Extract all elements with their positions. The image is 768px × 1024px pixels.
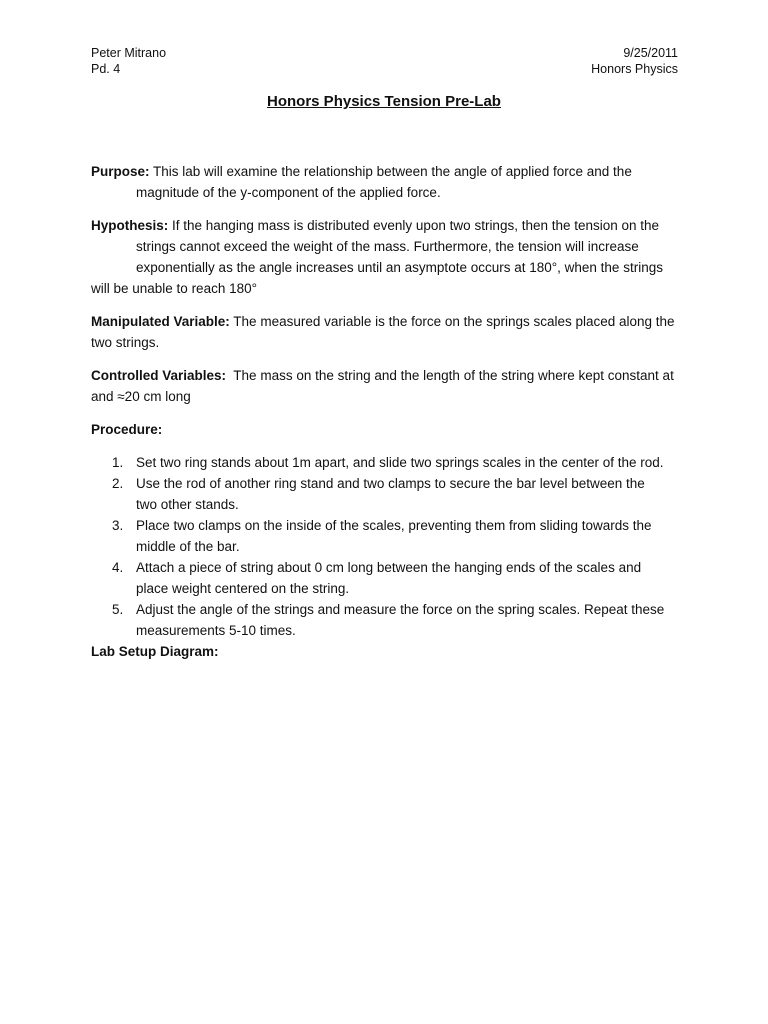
manipulated-variable-section: [91, 311, 685, 353]
document-body: [91, 161, 685, 662]
step-number: 4.: [112, 560, 124, 575]
step-text-continued: measurements 5-10 times.: [136, 623, 296, 638]
procedure-step: [91, 557, 685, 599]
procedure-step: [91, 473, 685, 515]
controlled-variables-label: Controlled Variables:: [91, 368, 227, 383]
purpose-section: [91, 161, 685, 203]
purpose-text-line1: This lab will examine the relationship between the angle of applied force and the: [149, 164, 632, 179]
hypothesis-text-line2: strings cannot exceed the weight of the mass. Furthermore, the tension will increase: [136, 239, 639, 254]
purpose-label: Purpose:: [91, 164, 150, 179]
procedure-steps: [91, 452, 685, 641]
step-number: 1.: [112, 455, 124, 470]
procedure-label: Procedure:: [91, 422, 163, 437]
procedure-section: [91, 419, 685, 641]
step-text-continued: place weight centered on the string.: [136, 581, 350, 596]
document-title: Honors Physics Tension Pre-Lab: [267, 93, 501, 110]
hypothesis-text-line1: If the hanging mass is distributed evenly upon two strings, then the tension on the: [168, 218, 660, 233]
step-number: 2.: [112, 476, 124, 491]
step-number: 3.: [112, 518, 124, 533]
procedure-step: [91, 515, 685, 557]
hypothesis-section: [91, 215, 685, 299]
course-name: Honors Physics: [591, 62, 678, 76]
step-number: 5.: [112, 602, 124, 617]
step-text-continued: two other stands.: [136, 497, 239, 512]
manipulated-variable-label: Manipulated Variable:: [91, 314, 230, 329]
class-period: Pd. 4: [91, 62, 121, 76]
header-right: [591, 45, 678, 77]
author-name: Peter Mitrano: [91, 46, 167, 60]
hypothesis-label: Hypothesis:: [91, 218, 169, 233]
purpose-text-line2: magnitude of the y-component of the applied force.: [136, 185, 441, 200]
hypothesis-text-line3: exponentially as the angle increases until an asymptote occurs at 180°, when the strings: [136, 260, 663, 275]
step-text: Attach a piece of string about 0 cm long between the hanging ends of the scales and: [136, 560, 642, 575]
hypothesis-text-line4: will be unable to reach 180°: [91, 281, 258, 296]
step-text: Adjust the angle of the strings and measure the force on the spring scales. Repeat these: [136, 602, 665, 617]
controlled-variables-section: [91, 365, 685, 407]
document-date: 9/25/2011: [623, 46, 678, 60]
manipulated-variable-text: The measured variable is the force on the springs scales placed along the two strings.: [91, 314, 675, 350]
procedure-step: [91, 599, 685, 641]
controlled-variables-text: The mass on the string and the length of the string where kept constant at and ≈20 cm long: [91, 368, 682, 404]
procedure-step: [91, 452, 685, 473]
step-text: Place two clamps on the inside of the scales, preventing them from sliding towards the: [136, 518, 652, 533]
header-left: [91, 45, 166, 77]
lab-setup-diagram-label: Lab Setup Diagram:: [91, 644, 219, 659]
step-text: Use the rod of another ring stand and two clamps to secure the bar level between the: [136, 476, 645, 491]
step-text-continued: middle of the bar.: [136, 539, 240, 554]
step-text: Set two ring stands about 1m apart, and slide two springs scales in the center of the rod.: [136, 455, 664, 470]
